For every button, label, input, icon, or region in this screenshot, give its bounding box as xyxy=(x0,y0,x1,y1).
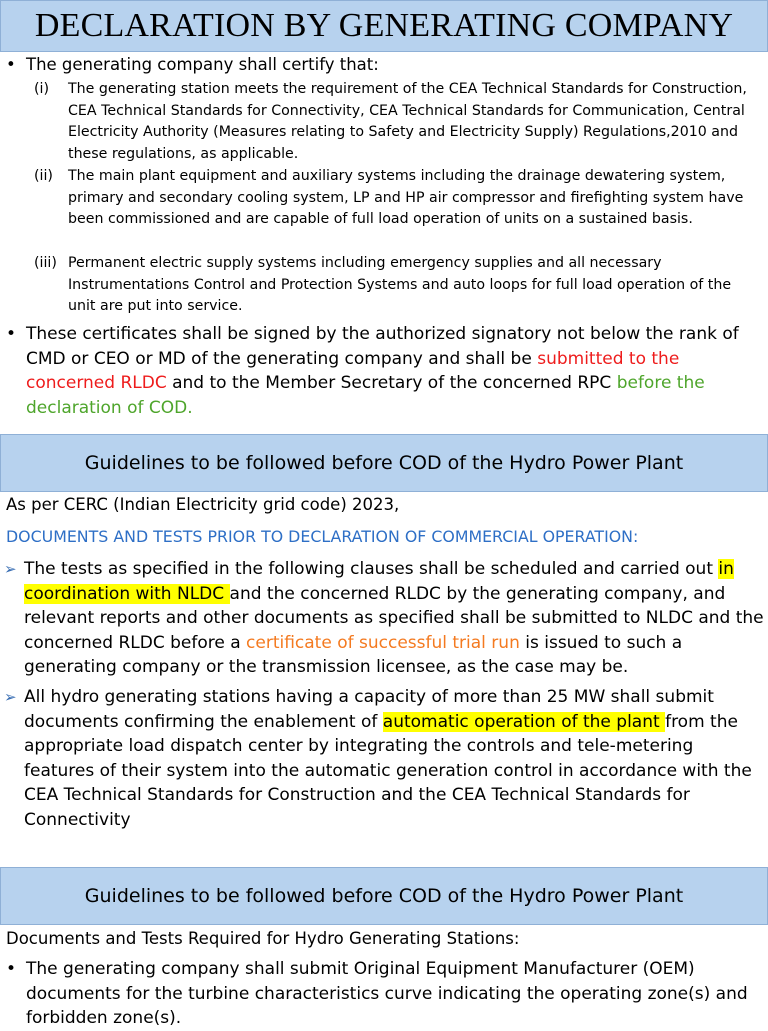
signing-red-text: submitted to the concerned RLDC xyxy=(26,348,680,393)
tests-item xyxy=(0,557,768,680)
condition-text: The main plant equipment and auxiliary systems including the drainage dewatering system, primary and secondary cooling system, LP and HP air compressor and firefighting system have been commissioned and are capable of full load operation of units on a sustained basis. xyxy=(68,168,744,227)
condition-text: The generating station meets the requirement of the CEA Technical Standards for Construction, CEA Technical Standards for Connectivity, CEA Technical Standards for Communication, Central Electricity Authority (Measures relating to Safety and Electricity Supply) Regulations,2010 and these regulations, as applicable. xyxy=(68,81,747,162)
tests-text xyxy=(24,557,768,680)
signing-text xyxy=(26,322,768,420)
tests-highlight: in coordination with NLDC xyxy=(24,559,734,604)
oem-text: The generating company shall submit Original Equipment Manufacturer (OEM) documents for the turbine characteristics curve indicating the operating zone(s) and forbidden zone(s). xyxy=(26,959,748,1028)
signing-part1: These certificates shall be signed by the authorized signatory not below the rank of CMD or CEO or MD of the generating company and shall be xyxy=(26,324,739,369)
condition-number: (iii) xyxy=(34,255,57,271)
arrow-bullet-icon: ➢ xyxy=(4,560,17,578)
intro-bullet xyxy=(0,54,768,75)
condition-text: Permanent electric supply systems including emergency supplies and all necessary Instrumentations Control and Protection Systems and auto loops for full load operation of the unit are put into service. xyxy=(68,255,732,314)
section-heading: Guidelines to be followed before COD of the Hydro Power Plant xyxy=(84,452,684,474)
required-docs-line: Documents and Tests Required for Hydro Generating Stations: xyxy=(6,929,520,948)
section-heading-banner xyxy=(0,434,768,492)
tests-orange-text: certificate of successful trial run xyxy=(246,632,520,653)
page-title: DECLARATION BY GENERATING COMPANY xyxy=(34,7,734,44)
condition-number: (ii) xyxy=(34,168,53,184)
as-per-line: As per CERC (Indian Electricity grid code) 2023, xyxy=(6,495,400,514)
bullet-marker: • xyxy=(6,959,17,979)
tests-part1: The tests as specified in the following clauses shall be scheduled and carried out xyxy=(24,559,719,579)
hydro-highlight: automatic operation of the plant xyxy=(382,711,666,732)
signing-bullet xyxy=(0,322,768,420)
documents-heading: DOCUMENTS AND TESTS PRIOR TO DECLARATION OF COMMERCIAL OPERATION: xyxy=(6,527,639,546)
tests-part3: is issued to such a generating company or the transmission licensee, as the case may be. xyxy=(24,632,683,677)
hydro-part2: from the appropriate load dispatch center by integrating the controls and tele-metering features of their system into the automatic generation control in accordance with the CEA Technical Standards for Construction and the CEA Technical Standards for Connectivity xyxy=(24,711,752,830)
section-heading: Guidelines to be followed before COD of the Hydro Power Plant xyxy=(84,885,684,907)
hydro-text xyxy=(24,685,768,832)
bullet-marker: • xyxy=(6,55,16,74)
signing-part2: and to the Member Secretary of the concerned RPC xyxy=(166,373,617,393)
tests-part2: and the concerned RLDC by the generating company, and relevant reports and other documents as specified shall be submitted to NLDC and the concerned RLDC before a xyxy=(24,583,764,653)
bullet-marker: • xyxy=(6,324,17,344)
title-banner xyxy=(0,0,768,52)
condition-number: (i) xyxy=(34,81,50,97)
arrow-bullet-icon: ➢ xyxy=(4,688,17,706)
oem-bullet xyxy=(0,957,768,1031)
hydro-item xyxy=(0,685,768,832)
signing-green-text: before the declaration of COD. xyxy=(26,373,705,418)
intro-text: The generating company shall certify that: xyxy=(26,55,379,74)
hydro-part1: All hydro generating stations having a capacity of more than 25 MW shall submit documents confirming the enablement of xyxy=(24,687,714,732)
section-heading-banner xyxy=(0,867,768,925)
